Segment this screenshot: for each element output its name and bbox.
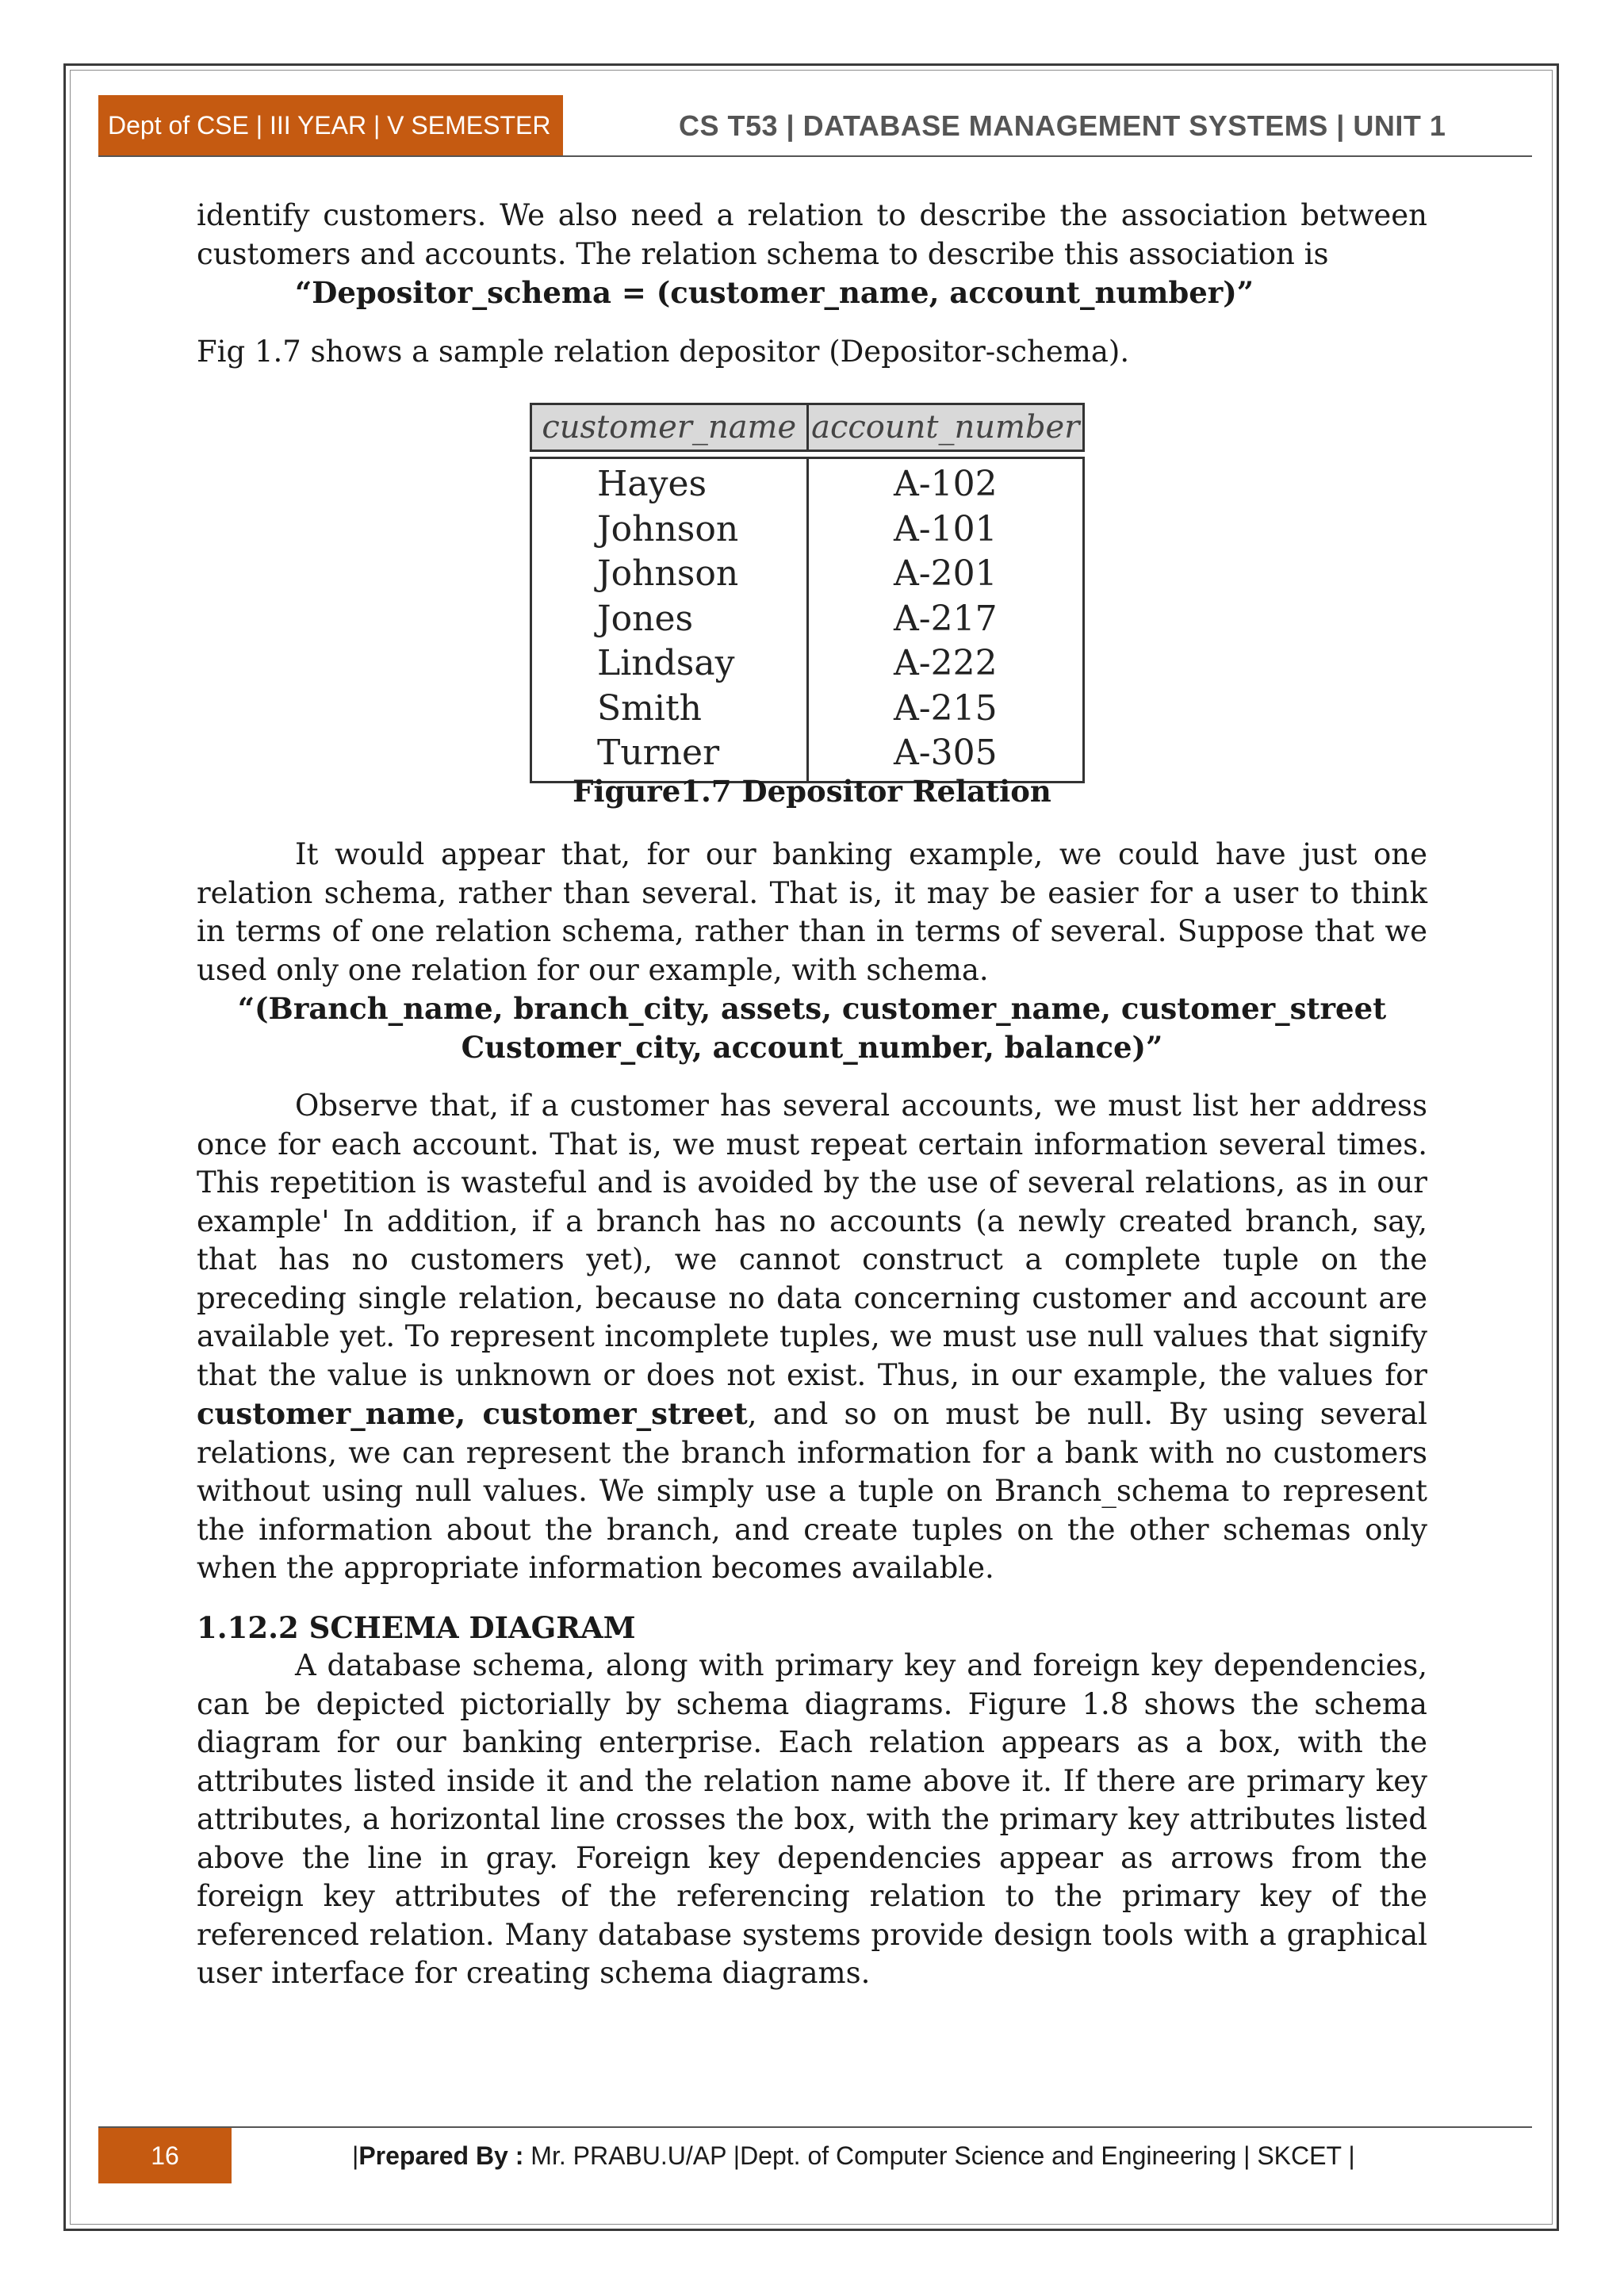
table-cell: Jones bbox=[597, 598, 694, 639]
page-number: 16 bbox=[98, 2128, 232, 2183]
paragraph-null-values-part-2: , and so on must be null. By using several relations, we can represent the branch information for a bank with no customers without using null values. We simply use a tuple on Branch_schema to represent the information about the branch, and create tuples on the other schemas only when the appropriate information becomes available. bbox=[197, 1397, 1427, 1585]
table-cell: Lindsay bbox=[597, 643, 735, 683]
table-cell: Turner bbox=[597, 733, 720, 773]
table-cell: A-215 bbox=[893, 687, 998, 729]
table-header-row bbox=[530, 403, 1085, 452]
table-body bbox=[530, 457, 1085, 783]
table-cell: A-101 bbox=[893, 508, 998, 549]
depositor-figure bbox=[197, 403, 1427, 815]
figure-caption: Figure1.7 Depositor Relation bbox=[573, 774, 1051, 809]
paragraph-single-relation: It would appear that, for our banking example, we could have just one relation schema, rather than several. That is, it may be easier for a user to think in terms of one relation schema, rather than in terms of several. Suppose that we used only one relation for our example, with schema. bbox=[197, 837, 1427, 987]
header-rule bbox=[98, 155, 1532, 157]
single-schema-line-2: Customer_city, account_number, balance)” bbox=[461, 1029, 1163, 1065]
single-schema-line-1: “(Branch_name, branch_city, assets, customer_name, customer_street bbox=[237, 991, 1387, 1026]
section-heading-schema-diagram: 1.12.2 SCHEMA DIAGRAM bbox=[197, 1609, 636, 1645]
header-course-title: CS T53 | DATABASE MANAGEMENT SYSTEMS | UNIT 1 bbox=[679, 109, 1446, 142]
table-cell: A-222 bbox=[893, 643, 998, 683]
column-header-account-number: account_number bbox=[811, 409, 1080, 446]
footer-credits: |Prepared By : Mr. PRABU.U/AP |Dept. of Computer Science and Engineering | SKCET | bbox=[352, 2141, 1355, 2170]
header-dept-label: Dept of CSE | III YEAR | V SEMESTER bbox=[98, 95, 563, 155]
figure-intro-text: Fig 1.7 shows a sample relation depositor (Depositor-schema). bbox=[197, 334, 1130, 369]
depositor-table bbox=[530, 403, 1085, 783]
bold-attribute-names: customer_name, customer_street bbox=[197, 1396, 748, 1431]
page-content bbox=[197, 197, 1427, 1993]
account-number-column bbox=[809, 459, 1083, 781]
table-cell: A-217 bbox=[893, 598, 998, 639]
paragraph-schema-diagram: A database schema, along with primary key and foreign key dependencies, can be depicted pictorially by schema diagrams. Figure 1.8 shows the schema diagram for our banking enterprise. Each relation appears as a box, with the attributes listed inside it and the relation name above it. If there are primary key attributes, a horizontal line crosses the box, with the primary key attributes listed above the line in gray. Foreign key dependencies appear as arrows from the foreign key attributes of the referencing relation to the primary key of the referenced relation. Many database systems provide design tools with a graphical user interface for creating schema diagrams. bbox=[197, 1648, 1427, 1990]
customer-name-column bbox=[532, 459, 809, 781]
table-cell: A-102 bbox=[893, 464, 998, 504]
table-cell: Johnson bbox=[597, 553, 739, 594]
paragraph-intro: identify customers. We also need a relation to describe the association between customers and accounts. The relation schema to describe this association is bbox=[197, 198, 1427, 271]
paragraph-null-values bbox=[197, 1087, 1427, 1588]
table-cell: Smith bbox=[597, 687, 702, 729]
prepared-by-label: Prepared By : bbox=[358, 2141, 531, 2170]
table-cell: Johnson bbox=[597, 508, 739, 549]
prepared-by-text: Mr. PRABU.U/AP |Dept. of Computer Science and Engineering | SKCET | bbox=[530, 2141, 1355, 2170]
table-cell: Hayes bbox=[597, 464, 707, 504]
depositor-schema-definition: “Depositor_schema = (customer_name, account_number)” bbox=[295, 275, 1254, 310]
column-header-customer-name: customer_name bbox=[532, 405, 809, 450]
paragraph-null-values-part-1: Observe that, if a customer has several accounts, we must list her address once for each account. That is, we must repeat certain information several times. This repetition is wasteful and is avoided by the use of several relations, as in our example' In addition, if a branch has no accounts (a newly created branch, say, that has no customers yet), we cannot construct a complete tuple on the preceding single relation, because no data concerning customer and account are available yet. To represent incomplete tuples, we must use null values that signify that the value is unknown or does not exist. Thus, in our example, the values for bbox=[197, 1089, 1427, 1392]
table-cell: A-305 bbox=[893, 733, 998, 773]
table-cell: A-201 bbox=[893, 553, 998, 594]
